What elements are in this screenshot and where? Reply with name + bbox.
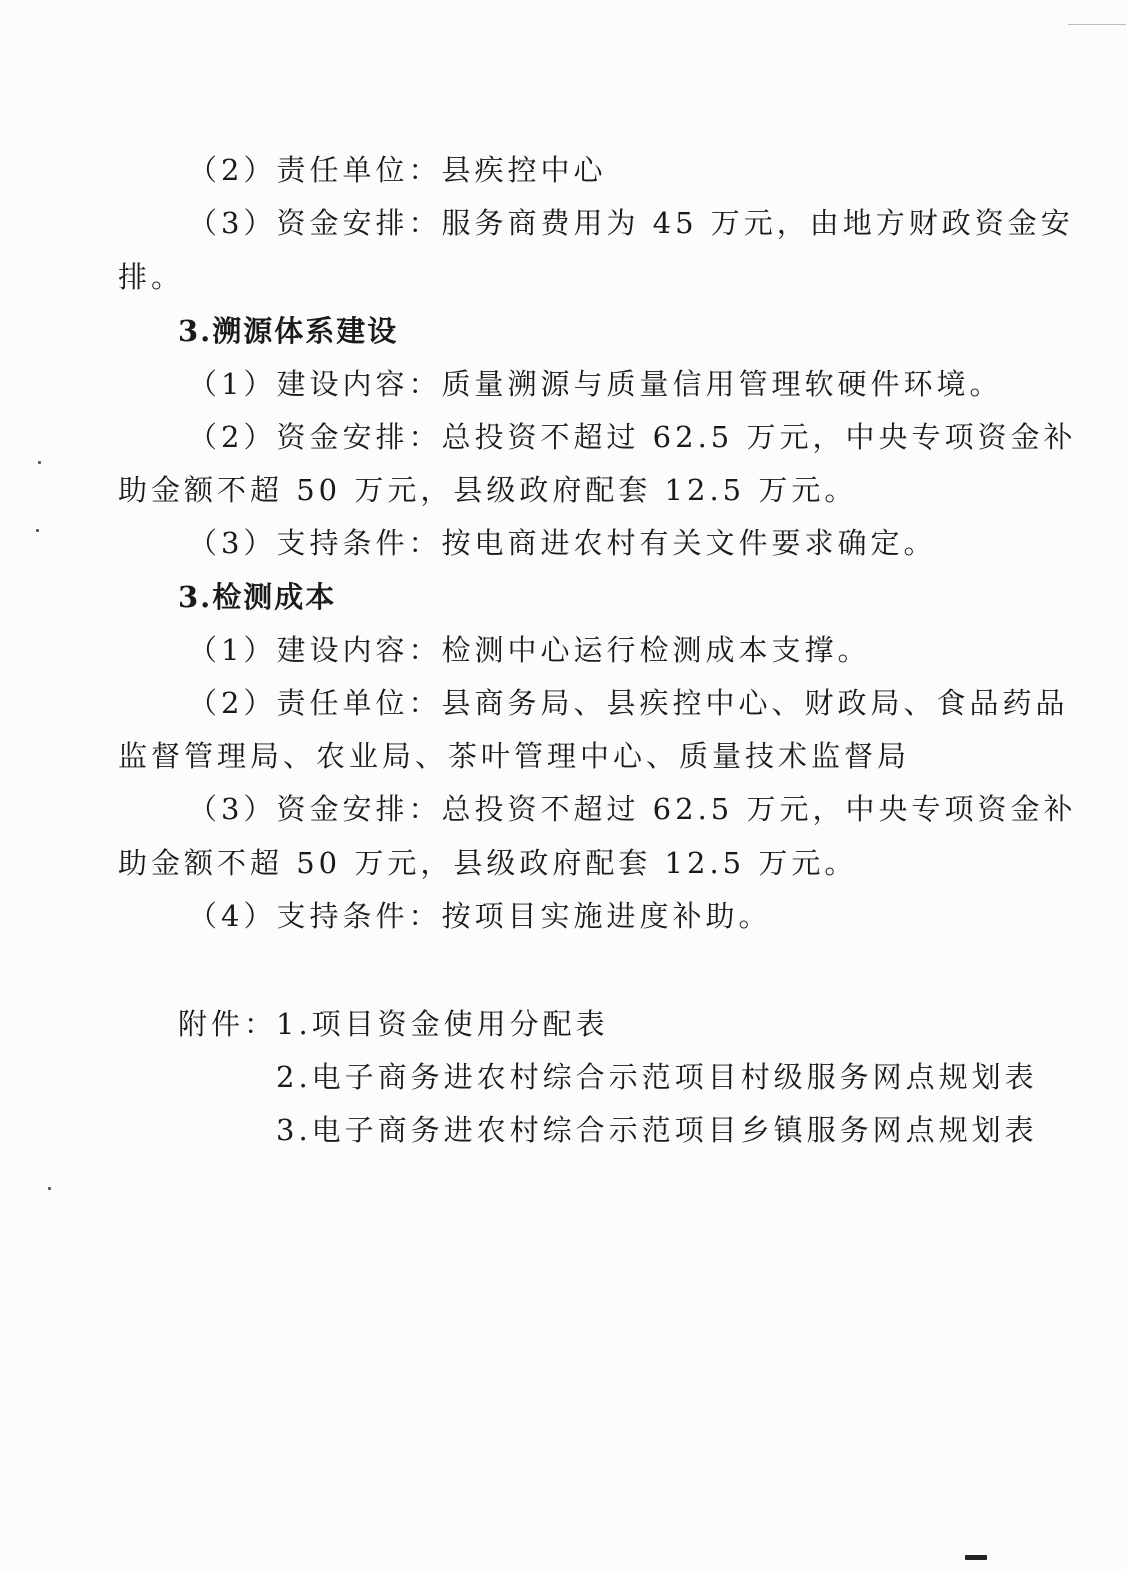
attachment-item: 3.电子商务进农村综合示范项目乡镇服务网点规划表 — [276, 1113, 1038, 1147]
paragraph-line: （2）责任单位：县疾控中心 — [188, 153, 607, 187]
paragraph-line: （3）支持条件：按电商进农村有关文件要求确定。 — [188, 526, 937, 560]
attachments-label: 附件： — [178, 1007, 278, 1041]
section-heading: 3.检测成本 — [178, 580, 337, 614]
paragraph-line: （3）资金安排：服务商费用为 45 万元，由地方财政资金安 — [188, 206, 1074, 240]
paragraph-line: 监督管理局、农业局、茶叶管理中心、质量技术监督局 — [118, 739, 911, 773]
paragraph-line: （2）资金安排：总投资不超过 62.5 万元，中央专项资金补 — [188, 420, 1077, 454]
section-heading: 3.溯源体系建设 — [178, 314, 399, 348]
paragraph-line: 助金额不超 50 万元，县级政府配套 12.5 万元。 — [118, 846, 858, 880]
paragraph-line: （3）资金安排：总投资不超过 62.5 万元，中央专项资金补 — [188, 792, 1077, 826]
paragraph-line: 排。 — [118, 260, 185, 294]
attachment-item: 2.电子商务进农村综合示范项目村级服务网点规划表 — [276, 1060, 1038, 1094]
paragraph-line: 助金额不超 50 万元，县级政府配套 12.5 万元。 — [118, 473, 858, 507]
scan-speck — [38, 461, 41, 464]
scan-speck — [36, 529, 39, 532]
paragraph-line: （4）支持条件：按项目实施进度补助。 — [188, 899, 772, 933]
scan-speck — [48, 1187, 51, 1190]
attachment-item: 1.项目资金使用分配表 — [276, 1007, 609, 1041]
paragraph-line: （1）建设内容：质量溯源与质量信用管理软硬件环境。 — [188, 367, 1003, 401]
scan-artifact-edge — [965, 1555, 987, 1560]
scan-artifact-line — [1068, 24, 1126, 25]
paragraph-line: （2）责任单位：县商务局、县疾控中心、财政局、食品药品 — [188, 686, 1069, 720]
paragraph-line: （1）建设内容：检测中心运行检测成本支撑。 — [188, 633, 871, 667]
